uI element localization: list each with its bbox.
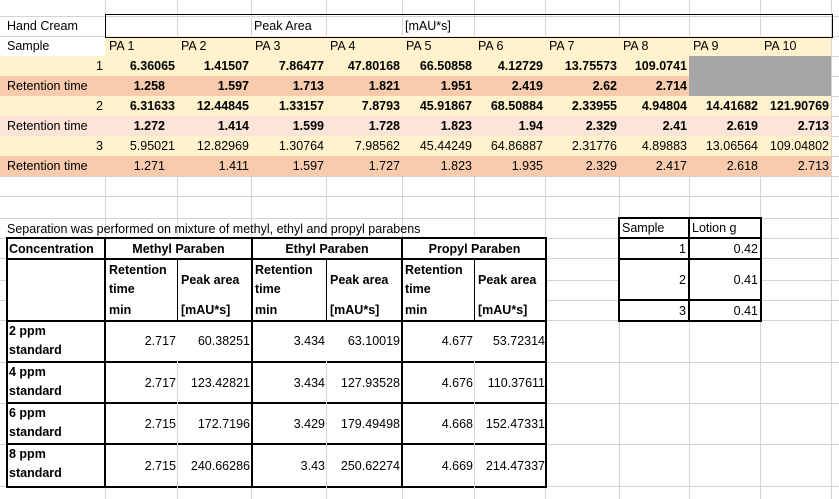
standard-value: 3.43 — [300, 459, 325, 473]
data-cell: 2.713 — [797, 119, 829, 133]
standard-value: 110.37611 — [487, 376, 545, 390]
standard-label: 6 ppm standard — [9, 406, 62, 439]
pa-column-header: PA 9 — [693, 39, 719, 53]
pa-column-header: PA 5 — [406, 39, 432, 53]
data-cell: 5.95021 — [129, 139, 175, 153]
data-cell: 1.41507 — [203, 59, 249, 73]
grid-row-line — [0, 176, 839, 177]
standard-value: 2.717 — [144, 334, 176, 348]
data-cell: 2.419 — [511, 79, 543, 93]
peak-area-unit: [mAU*s] — [181, 303, 231, 317]
data-cell: 1.728 — [368, 119, 400, 133]
data-cell: 1.935 — [511, 159, 543, 173]
data-cell: 66.50858 — [419, 59, 472, 73]
data-cell: 7.98562 — [354, 139, 400, 153]
standard-value: 123.42821 — [190, 376, 250, 390]
retention-unit: min — [109, 303, 132, 317]
peak-area-subheader: Peak area — [330, 273, 389, 287]
pa-column-header: PA 2 — [181, 39, 207, 53]
row-label: 1 — [96, 59, 103, 73]
row-label: Retention time — [7, 79, 88, 93]
row-label: Retention time — [7, 119, 88, 133]
standard-label: 8 ppm standard — [9, 447, 62, 480]
empty-gray-fill — [689, 56, 831, 96]
peak-area-unit: [mAU*s] — [478, 303, 528, 317]
methyl-paraben-header: Methyl Paraben — [132, 242, 225, 256]
data-cell: 1.271 — [133, 159, 165, 173]
lotion-sample: 2 — [679, 273, 686, 287]
retention-time-subheader: Retention time — [405, 263, 463, 296]
lotion-sample: 3 — [679, 304, 686, 318]
standard-value: 179.49498 — [340, 417, 400, 431]
data-cell: 1.258 — [133, 79, 165, 93]
standard-value: 63.10019 — [347, 334, 400, 348]
separation-note: Separation was performed on mixture of methyl, ethyl and propyl parabens — [7, 222, 421, 236]
standard-value: 4.669 — [441, 459, 473, 473]
data-cell: 2.31776 — [571, 139, 617, 153]
table-rule — [104, 237, 106, 488]
propyl-paraben-header: Propyl Paraben — [428, 242, 521, 256]
data-cell: 45.91867 — [419, 99, 472, 113]
data-cell: 1.30764 — [278, 139, 324, 153]
data-cell: 47.80168 — [347, 59, 400, 73]
standard-value: 152.47331 — [485, 417, 545, 431]
data-cell: 1.823 — [440, 159, 472, 173]
pa-column-header: PA 3 — [255, 39, 281, 53]
grid-row-line — [0, 196, 839, 197]
data-cell: 64.86887 — [490, 139, 543, 153]
data-cell: 1.599 — [292, 119, 324, 133]
data-cell: 1.951 — [440, 79, 472, 93]
data-cell: 6.36065 — [129, 59, 175, 73]
table-rule — [251, 237, 253, 488]
lotion-sample-header: Sample — [622, 221, 665, 235]
table-rule — [326, 258, 327, 321]
sample-label: Sample — [7, 39, 50, 53]
data-cell: 2.713 — [797, 159, 829, 173]
data-cell: 109.0741 — [634, 59, 687, 73]
retention-time-subheader: Retention time — [255, 263, 313, 296]
standard-value: 53.72314 — [492, 334, 545, 348]
peak-area-subheader: Peak area — [478, 273, 537, 287]
data-cell: 1.823 — [440, 119, 472, 133]
pa-column-header: PA 6 — [478, 39, 504, 53]
data-cell: 7.86477 — [278, 59, 324, 73]
standard-value: 2.717 — [144, 376, 176, 390]
data-cell: 1.597 — [292, 159, 324, 173]
data-cell: 14.41682 — [705, 99, 758, 113]
standard-value: 127.93528 — [340, 376, 400, 390]
data-cell: 2.714 — [655, 79, 687, 93]
grid-col-line — [831, 0, 832, 499]
peak-area-unit: [mAU*s] — [330, 303, 380, 317]
pa-header-fill — [105, 36, 831, 56]
standard-value: 2.715 — [144, 417, 176, 431]
standard-label: 2 ppm standard — [9, 324, 62, 357]
data-cell: 2.33955 — [571, 99, 617, 113]
data-cell: 13.06564 — [705, 139, 758, 153]
data-cell: 13.75573 — [564, 59, 617, 73]
table-rule — [474, 258, 475, 321]
data-cell: 2.62 — [592, 79, 617, 93]
data-cell: 7.8793 — [361, 99, 400, 113]
data-cell: 1.597 — [217, 79, 249, 93]
data-cell: 1.411 — [218, 159, 249, 173]
data-cell: 6.31633 — [129, 99, 175, 113]
lotion-sample: 1 — [679, 242, 686, 256]
data-cell: 2.329 — [585, 159, 617, 173]
data-cell: 2.619 — [726, 119, 758, 133]
data-cell: 4.94804 — [641, 99, 687, 113]
data-cell: 4.12729 — [497, 59, 543, 73]
data-cell: 1.33157 — [278, 99, 324, 113]
standard-value: 214.47337 — [485, 459, 545, 473]
data-cell: 2.41 — [662, 119, 687, 133]
data-cell: 1.414 — [217, 119, 249, 133]
data-cell: 2.329 — [585, 119, 617, 133]
pa-column-header: PA 10 — [764, 39, 797, 53]
standard-value: 240.66286 — [190, 459, 250, 473]
standard-value: 250.62274 — [340, 459, 400, 473]
table-rule — [401, 237, 403, 488]
pa-column-header: PA 4 — [330, 39, 356, 53]
standard-value: 2.715 — [144, 459, 176, 473]
data-cell: 12.82969 — [196, 139, 249, 153]
data-cell: 12.44845 — [196, 99, 249, 113]
data-cell: 2.618 — [726, 159, 758, 173]
hand-cream-label: Hand Cream — [7, 19, 78, 33]
standard-value: 4.668 — [441, 417, 473, 431]
standard-label: 4 ppm standard — [9, 365, 62, 398]
lotion-mass: 0.42 — [733, 242, 758, 256]
data-cell: 1.272 — [133, 119, 165, 133]
retention-time-subheader: Retention time — [109, 263, 167, 296]
standard-value: 3.434 — [293, 376, 325, 390]
retention-unit: min — [255, 303, 278, 317]
data-cell: 45.44249 — [419, 139, 472, 153]
standard-value: 3.434 — [293, 334, 325, 348]
pa-column-header: PA 7 — [549, 39, 575, 53]
standard-value: 4.676 — [441, 376, 473, 390]
peak-area-subheader: Peak area — [181, 273, 240, 287]
peak-area-label: Peak Area — [254, 19, 312, 33]
lotion-mass: 0.41 — [733, 273, 758, 287]
concentration-header: Concentration — [9, 242, 94, 256]
peak-area-header-box — [105, 14, 833, 38]
unit-label: [mAU*s] — [405, 19, 451, 33]
data-cell: 1.94 — [518, 119, 543, 133]
row-label: 2 — [96, 99, 103, 113]
standard-value: 4.677 — [441, 334, 473, 348]
data-cell: 68.50884 — [490, 99, 543, 113]
data-cell: 4.89883 — [641, 139, 687, 153]
standard-value: 60.38251 — [197, 334, 250, 348]
data-cell: 121.90769 — [769, 99, 829, 113]
standard-value: 3.429 — [293, 417, 325, 431]
pa-column-header: PA 1 — [109, 39, 135, 53]
table-rule — [177, 258, 178, 321]
pa-column-header: PA 8 — [623, 39, 649, 53]
standard-value: 172.7196 — [197, 417, 250, 431]
data-cell: 1.713 — [292, 79, 324, 93]
row-label: 3 — [96, 139, 103, 153]
data-cell: 2.417 — [655, 159, 687, 173]
ethyl-paraben-header: Ethyl Paraben — [285, 242, 369, 256]
row-label: Retention time — [7, 159, 88, 173]
data-cell: 1.821 — [368, 79, 400, 93]
data-cell: 109.04802 — [769, 139, 829, 153]
data-cell: 1.727 — [368, 159, 400, 173]
lotion-mass-header: Lotion g — [692, 221, 737, 235]
lotion-mass: 0.41 — [733, 304, 758, 318]
retention-unit: min — [405, 303, 428, 317]
